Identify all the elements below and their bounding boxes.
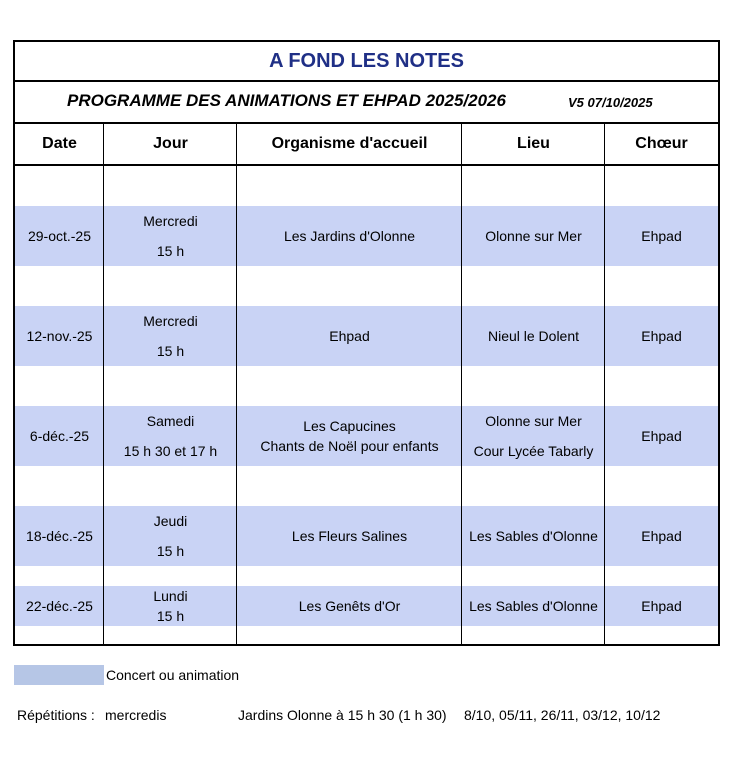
cell-jour (104, 206, 237, 266)
header-jour: Jour (104, 124, 237, 166)
header-lieu: Lieu (462, 124, 605, 166)
rehearsal-day: mercredis (105, 707, 167, 723)
cell-choeur: Ehpad (641, 328, 682, 344)
cell-organisme: Ehpad (329, 328, 370, 344)
cell-choeur: Ehpad (641, 598, 682, 614)
cell-date: 29-oct.-25 (27, 228, 92, 244)
cell-jour (104, 406, 237, 466)
cell-time: 15 h 30 et 17 h (123, 443, 218, 459)
page-title: A FOND LES NOTES (15, 42, 718, 82)
cell-lieu: Nieul le Dolent (487, 328, 580, 344)
subtitle-bar (15, 82, 718, 124)
cell-lieu: Olonne sur Mer (485, 228, 582, 244)
cell-day: Lundi (153, 588, 188, 604)
rehearsal-place: Jardins Olonne à 15 h 30 (1 h 30) (238, 707, 447, 723)
legend-label: Concert ou animation (106, 667, 240, 683)
column-divider (604, 124, 605, 644)
cell-day: Mercredi (143, 213, 198, 229)
column-divider (461, 124, 462, 644)
column-divider (103, 124, 104, 644)
cell-choeur: Ehpad (641, 428, 682, 444)
cell-time: 15 h (156, 343, 185, 359)
cell-organisme: Les Jardins d'Olonne (283, 228, 416, 244)
cell-date: 22-déc.-25 (26, 598, 93, 614)
programme-table (13, 40, 720, 646)
cell-day: Jeudi (153, 513, 188, 529)
cell-organisme: Les Fleurs Salines (291, 528, 408, 544)
cell-jour (104, 306, 237, 366)
cell-jour (104, 586, 237, 626)
cell-time: 15 h (156, 543, 185, 559)
cell-date: 18-déc.-25 (26, 528, 93, 544)
cell-date: 12-nov.-25 (26, 328, 93, 344)
rehearsal-label: Répétitions : (17, 707, 95, 723)
cell-org-name: Les Capucines (303, 418, 396, 434)
header-choeur: Chœur (605, 124, 718, 166)
cell-lieu: Les Sables d'Olonne (469, 598, 598, 614)
cell-choeur: Ehpad (641, 228, 682, 244)
cell-organisme: Les Genêts d'Or (298, 598, 401, 614)
cell-jour (104, 506, 237, 566)
cell-org-detail: Chants de Noël pour enfants (260, 438, 439, 454)
cell-choeur: Ehpad (641, 528, 682, 544)
cell-date: 6-déc.-25 (29, 428, 90, 444)
cell-day: Samedi (146, 413, 195, 429)
header-date: Date (15, 124, 104, 166)
programme-subtitle: PROGRAMME DES ANIMATIONS ET EHPAD 2025/2026 (67, 91, 506, 110)
column-divider (236, 124, 237, 644)
cell-day: Mercredi (143, 313, 198, 329)
rehearsal-dates: 8/10, 05/11, 26/11, 03/12, 10/12 (464, 707, 661, 723)
cell-lieu: Les Sables d'Olonne (469, 528, 598, 544)
legend-swatch (14, 665, 104, 685)
cell-lieu-detail: Cour Lycée Tabarly (473, 443, 594, 459)
cell-lieu (462, 406, 605, 466)
cell-time: 15 h (156, 608, 185, 624)
header-organisme: Organisme d'accueil (237, 124, 462, 166)
version-label: V5 07/10/2025 (568, 95, 653, 110)
cell-lieu-town: Olonne sur Mer (485, 413, 582, 429)
cell-time: 15 h (156, 243, 185, 259)
cell-organisme (237, 406, 462, 466)
